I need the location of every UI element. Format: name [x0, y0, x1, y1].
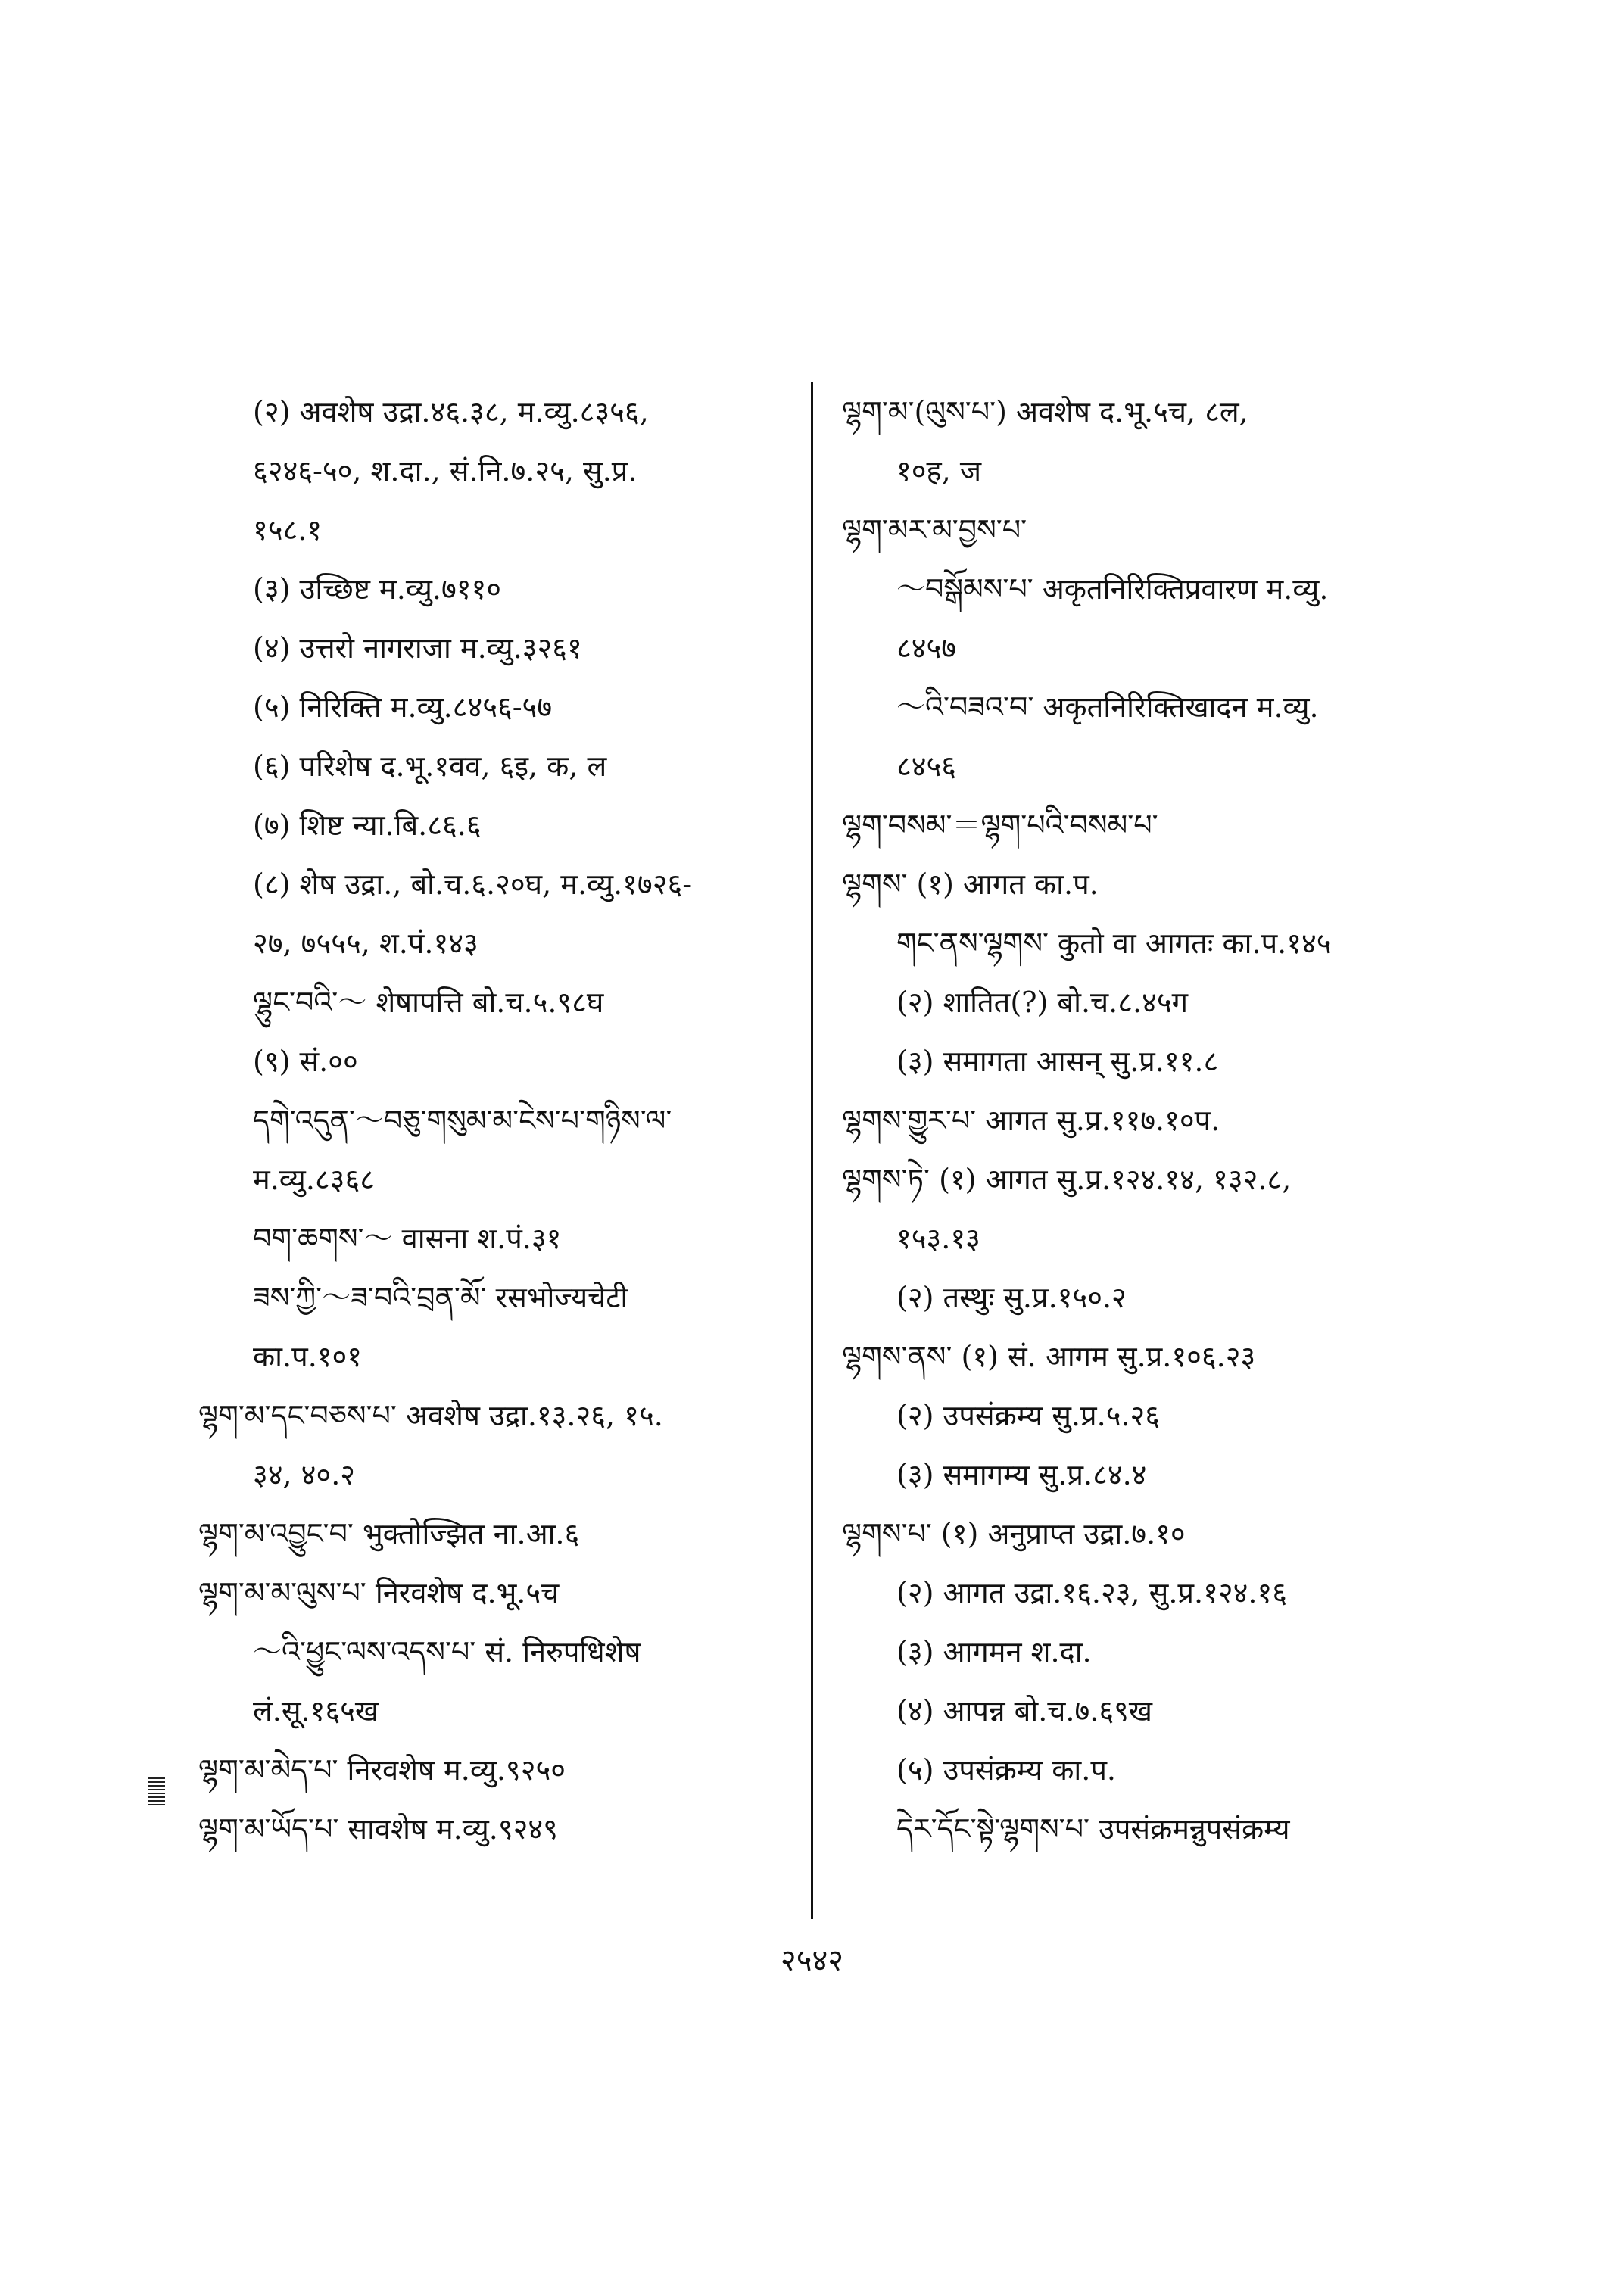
dictionary-line: ～འི་ཕྱུང་ལས་འདས་པ་ सं. निरुपधिशेष: [253, 1635, 641, 1668]
dictionary-line: ६२४६-५०, श.दा., सं.नि.७.२५, सु.प्र.: [253, 454, 637, 488]
column-divider: [811, 382, 813, 1919]
page-number: २५४२: [780, 1943, 844, 1978]
dictionary-line: म.व्यु.८३६८: [253, 1163, 375, 1196]
dictionary-line: १५८.१: [253, 513, 323, 547]
dictionary-line: ～འི་བཟའ་བ་ अकृतनिरिक्तिखादन म.व्यु.: [896, 690, 1319, 724]
dictionary-line: ३४, ४०.२: [253, 1458, 356, 1491]
dictionary-line: ལྷགས་པ་ (१) अनुप्राप्त उद्रा.७.१०: [842, 1517, 1186, 1550]
dictionary-line: (२) उपसंक्रम्य सु.प्र.५.२६: [896, 1399, 1161, 1432]
dictionary-line: ལྷག་མར་མ་བྱས་པ་: [842, 513, 1027, 547]
dictionary-line: ལྷགས་ནས་ (१) सं. आगम सु.प्र.१०६.२३: [842, 1340, 1256, 1373]
dictionary-line: (७) शिष्ट न्या.बि.८६.६: [253, 808, 482, 842]
dictionary-line: लं.सू.१६५ख: [253, 1694, 379, 1728]
dictionary-line: (९) सं.००: [253, 1045, 358, 1078]
dictionary-line: ལྷགས་གྱུར་པ་ आगत सु.प्र.११७.१०प.: [842, 1104, 1220, 1137]
dictionary-line: (५) निरिक्ति म.व्यु.८४५६-५७: [253, 690, 553, 724]
left-column: [198, 382, 796, 1858]
dictionary-line: ལྷག་བསམ་＝ལྷག་པའི་བསམ་པ་: [842, 808, 1158, 842]
dictionary-line: གང་ནས་ལྷགས་ कुतो वा आगतः का.प.१४५: [896, 927, 1332, 960]
margin-tick-mark: [148, 1777, 165, 1808]
dictionary-line: (८) शेष उद्रा., बो.च.६.२०घ, म.व्यु.१७२६-: [253, 868, 693, 901]
dictionary-line: (३) उच्छिष्ट म.व्यु.७११०: [253, 572, 502, 606]
dictionary-line: ལྷག་མ་འབྱུང་བ་ भुक्तोज्झित ना.आ.६: [198, 1517, 580, 1550]
right-column: [842, 382, 1448, 1858]
dictionary-line: (५) उपसंक्रम्य का.प.: [896, 1753, 1117, 1787]
dictionary-line: (२) अवशेष उद्रा.४६.३८, म.व्यु.८३५६,: [253, 395, 649, 428]
dictionary-line: ८४५६: [896, 749, 957, 783]
dictionary-line: (४) आपन्न बो.च.७.६९ख: [896, 1694, 1152, 1728]
dictionary-line: १०ह, ज: [896, 454, 982, 488]
dictionary-line: དེར་དོང་སྟེ་ལྷགས་པ་ उपसंक्रमन्नुपसंक्रम्य: [896, 1812, 1290, 1846]
dictionary-line: ལྷུང་བའི་～ शेषापत्ति बो.च.५.९८घ: [253, 986, 604, 1019]
dictionary-line: का.प.१०१: [253, 1340, 363, 1373]
dictionary-line: (३) आगमन श.दा.: [896, 1635, 1092, 1668]
dictionary-line: ལྷག་མ་མེད་པ་ निरवशेष म.व्यु.९२५०: [198, 1753, 566, 1787]
dictionary-line: ལྷག་མ་མ་ལུས་པ་ निरवशेष द.भू.५च: [198, 1576, 560, 1609]
dictionary-line: ལྷགས་ (१) आगत का.प.: [842, 868, 1099, 901]
dictionary-line: (३) समागम्य सु.प्र.८४.४: [896, 1458, 1147, 1491]
dictionary-line: ལྷག་མ་ཡོད་པ་ सावशेष म.व्यु.९२४९: [198, 1812, 558, 1846]
dictionary-line: ८४५७: [896, 631, 957, 665]
dictionary-line: ལྷག་མ་(ལུས་པ་) अवशेष द.भू.५च, ८ल,: [842, 395, 1248, 428]
dictionary-line: དགེ་འདུན་～བཅུ་གསུམ་མ་ངེས་པ་གཉིས་ལ་: [253, 1104, 672, 1137]
dictionary-line: (२) आगत उद्रा.१६.२३, सु.प्र.१२४.१६: [896, 1576, 1288, 1609]
dictionary-line: (६) परिशेष द.भू.१वव, ६इ, क, ल: [253, 749, 607, 783]
dictionary-line: १५३.१३: [896, 1222, 980, 1255]
dictionary-line: ལྷགས་ཏེ་ (१) आगत सु.प्र.१२४.१४, १३२.८,: [842, 1163, 1292, 1196]
dictionary-line: (२) तस्थुः सु.प्र.१५०.२: [896, 1281, 1127, 1314]
dictionary-line: २७, ७५५५, श.पं.१४३: [253, 927, 478, 960]
dictionary-line: བག་ཆགས་～ वासना श.पं.३१: [253, 1222, 562, 1255]
dictionary-line: (३) समागता आसन् सु.प्र.११.८: [896, 1045, 1219, 1078]
dictionary-line: ～བསྒོམས་པ་ अकृतनिरिक्तिप्रवारण म.व्यु.: [896, 572, 1329, 606]
dictionary-line: ལྷག་མ་དང་བཅས་པ་ अवशेष उद्रा.१३.२६, १५.: [198, 1399, 663, 1432]
dictionary-line: ཟས་ཀྱི་～ཟ་བའི་བྲན་མོ་ रसभोज्यचेटी: [253, 1281, 628, 1314]
dictionary-line: (४) उत्तरो नागराजा म.व्यु.३२६१: [253, 631, 582, 665]
dictionary-line: (२) शातित(?) बो.च.८.४५ग: [896, 986, 1189, 1019]
